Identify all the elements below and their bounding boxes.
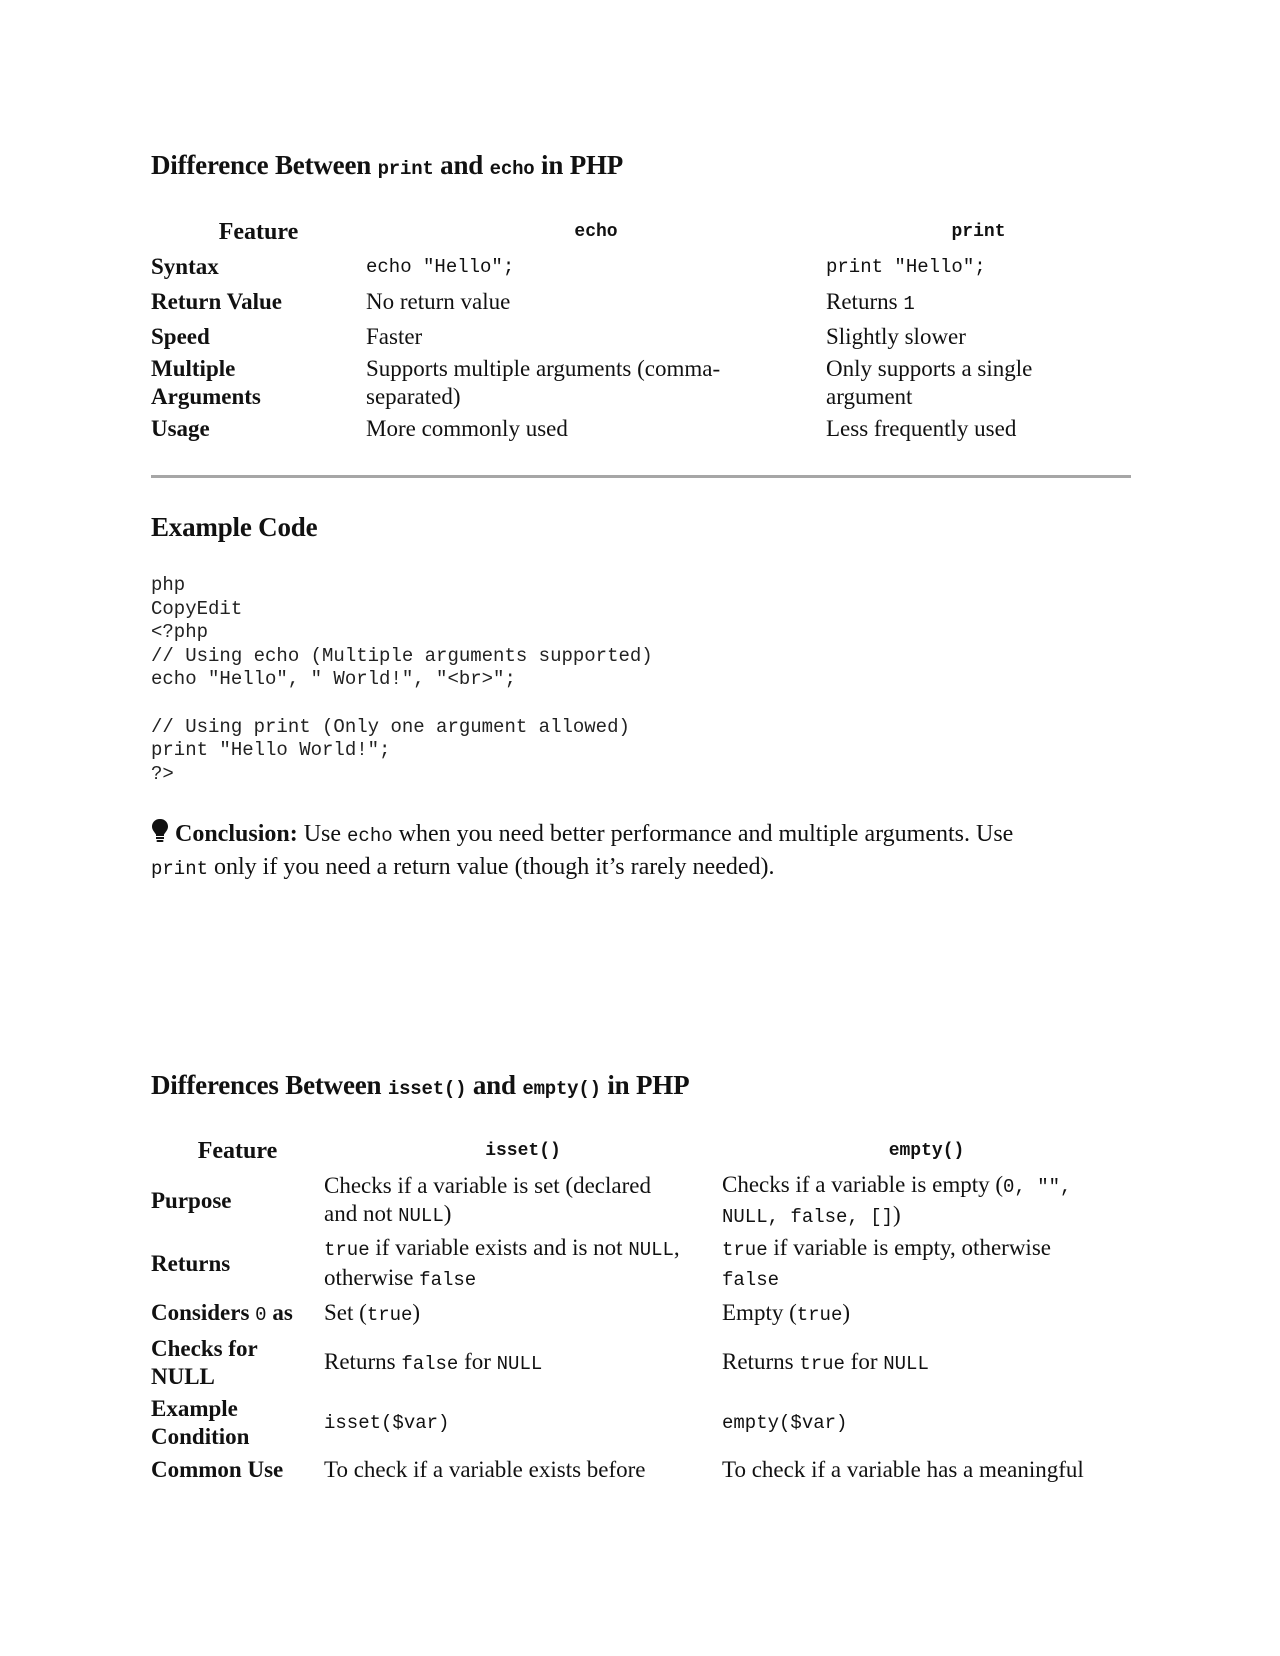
cell-text: Supports multiple arguments (comma- [366, 356, 721, 381]
table-row [151, 412, 1131, 446]
feature-cell: Return Value [151, 288, 282, 314]
echo-cell [366, 354, 826, 412]
title-text: Difference Between [151, 150, 378, 180]
cell-text: Checks if a variable is set (declared [324, 1172, 651, 1198]
feature-cell: Returns [151, 1251, 231, 1276]
cell-code: NULL [496, 1353, 543, 1375]
print-cell [826, 284, 1131, 319]
table-row [151, 284, 1131, 319]
cell-text: Empty ( [722, 1300, 797, 1325]
header-print: print [951, 222, 1006, 242]
code-line: echo "Hello", " World!", "<br>"; [151, 668, 516, 691]
table-row [151, 319, 1131, 354]
header-isset: isset() [485, 1140, 561, 1161]
feature-cell [151, 354, 366, 412]
cell-text: separated) [366, 384, 461, 409]
cell-text: NULL [151, 1364, 215, 1389]
cell-code: false [419, 1269, 477, 1291]
cell-code: false [401, 1353, 459, 1375]
cell-text: Checks for [151, 1336, 258, 1361]
header-echo: echo [574, 222, 618, 242]
lightbulb-icon [151, 818, 169, 852]
text: when you need better performance and multiple arguments. Use [392, 821, 1014, 847]
cell-code: true [366, 1304, 413, 1326]
feature-cell: Speed [151, 323, 210, 349]
echo-cell: No return value [366, 288, 511, 314]
title-text: in PHP [600, 1070, 690, 1100]
text: only if you need a return value (though it’s rarely needed). [208, 854, 775, 880]
feature-cell: Usage [151, 416, 210, 441]
title-code-isset: isset() [387, 1078, 467, 1100]
isset-cell [324, 1233, 722, 1295]
table-header-row [151, 1133, 1131, 1168]
code-line: ?> [151, 762, 174, 785]
cell-text: as [266, 1300, 293, 1325]
table-header-row [151, 215, 1131, 249]
cell-text: ) [893, 1201, 901, 1227]
print-cell [826, 354, 1131, 412]
cell-text: Set ( [324, 1300, 367, 1325]
conclusion-paragraph [151, 818, 1111, 884]
cell-code: true [799, 1353, 845, 1375]
title-code-print: print [377, 158, 434, 180]
cell-code: NULL [628, 1239, 674, 1261]
section-title-isset-vs-empty [151, 1070, 689, 1101]
cell-code: true [796, 1304, 843, 1326]
cell-code: NULL [398, 1204, 444, 1227]
code-line: // Using echo (Multiple arguments supported) [151, 644, 653, 667]
cell-text: Arguments [151, 384, 261, 409]
echo-cell: Faster [366, 323, 423, 349]
cell-text: Example [151, 1396, 238, 1421]
cell-text: Condition [151, 1424, 250, 1449]
header-feature: Feature [197, 1137, 278, 1164]
cell-text: and not [324, 1200, 399, 1226]
title-text: in PHP [534, 150, 624, 180]
table-row [151, 1295, 1131, 1333]
title-text: and [433, 150, 490, 180]
inline-code: print [151, 858, 209, 880]
cell-code: true [324, 1239, 370, 1261]
copy-edit-label[interactable]: CopyEdit [151, 597, 243, 620]
code-line: print "Hello World!"; [151, 739, 391, 762]
header-empty: empty() [888, 1140, 965, 1161]
cell-text: ) [443, 1200, 452, 1226]
print-cell: Slightly slower [826, 323, 966, 349]
table-row [151, 1393, 1131, 1453]
isset-cell [324, 1295, 722, 1333]
cell-code: NULL [883, 1353, 929, 1375]
feature-cell [151, 1393, 324, 1453]
empty-cell [722, 1333, 1131, 1393]
cell-code: NULL, false, [] [722, 1205, 894, 1228]
cell-text: if variable exists and is not [369, 1235, 629, 1260]
feature-cell [151, 1333, 324, 1393]
cell-code: false [722, 1269, 780, 1291]
code-line: php [151, 574, 186, 596]
empty-cell [722, 1168, 1131, 1233]
cell-text: ) [842, 1300, 851, 1325]
example-code-title: Example Code [151, 512, 318, 542]
isset-empty-comparison-table [151, 1133, 1131, 1487]
empty-cell [722, 1233, 1131, 1295]
code-line: // Using print (Only one argument allowed) [151, 715, 630, 738]
cell-code: true [722, 1239, 768, 1261]
cell-code: 0 [255, 1304, 267, 1326]
cell-text: for [844, 1349, 884, 1374]
table-row [151, 249, 1131, 284]
section-title-print-vs-echo [151, 150, 623, 181]
feature-cell [151, 1295, 324, 1333]
print-cell: print "Hello"; [826, 255, 986, 278]
cell-text: argument [826, 384, 913, 409]
echo-cell: More commonly used [366, 416, 568, 441]
empty-cell: To check if a variable has a meaningful [722, 1457, 1084, 1482]
table-row [151, 1168, 1131, 1233]
cell-text: Only supports a single [826, 356, 1033, 381]
feature-cell: Common Use [151, 1457, 284, 1482]
cell-text: ) [412, 1300, 421, 1325]
horizontal-rule [151, 475, 1131, 478]
table-row [151, 1333, 1131, 1393]
isset-cell: To check if a variable exists before [324, 1457, 646, 1482]
echo-cell: echo "Hello"; [366, 255, 515, 278]
code-block [151, 574, 653, 786]
title-text: and [466, 1070, 523, 1100]
table-row [151, 1453, 1131, 1487]
cell-text: Checks if a variable is empty ( [722, 1171, 1004, 1197]
code-line: <?php [151, 621, 209, 644]
feature-cell: Syntax [151, 253, 219, 279]
isset-cell [324, 1168, 722, 1233]
cell-text: Returns [722, 1349, 800, 1374]
cell-text: Returns [826, 288, 904, 314]
inline-code: echo [347, 825, 393, 847]
isset-cell: isset($var) [324, 1412, 450, 1434]
isset-cell [324, 1333, 722, 1393]
empty-cell: empty($var) [722, 1412, 848, 1434]
empty-cell [722, 1295, 1131, 1333]
cell-code: 1 [903, 292, 915, 315]
table-row [151, 354, 1131, 412]
cell-text: Multiple [151, 356, 236, 381]
print-cell: Less frequently used [826, 416, 1017, 441]
table-row [151, 1233, 1131, 1295]
header-feature: Feature [218, 218, 299, 245]
conclusion-label: Conclusion: [175, 821, 298, 847]
title-text: Differences Between [151, 1070, 388, 1100]
cell-text: Returns [324, 1349, 402, 1374]
title-code-empty: empty() [522, 1078, 601, 1100]
feature-cell: Purpose [151, 1187, 232, 1213]
cell-text: , [673, 1235, 680, 1260]
print-echo-comparison-table [151, 215, 1131, 446]
cell-text: Considers [151, 1300, 256, 1325]
cell-text: if variable is empty, otherwise [767, 1235, 1051, 1260]
text: Use [297, 821, 348, 847]
cell-text: for [458, 1349, 497, 1374]
cell-code: 0, "", [1003, 1175, 1072, 1198]
title-code-echo: echo [489, 158, 535, 180]
cell-text: otherwise [324, 1265, 420, 1290]
